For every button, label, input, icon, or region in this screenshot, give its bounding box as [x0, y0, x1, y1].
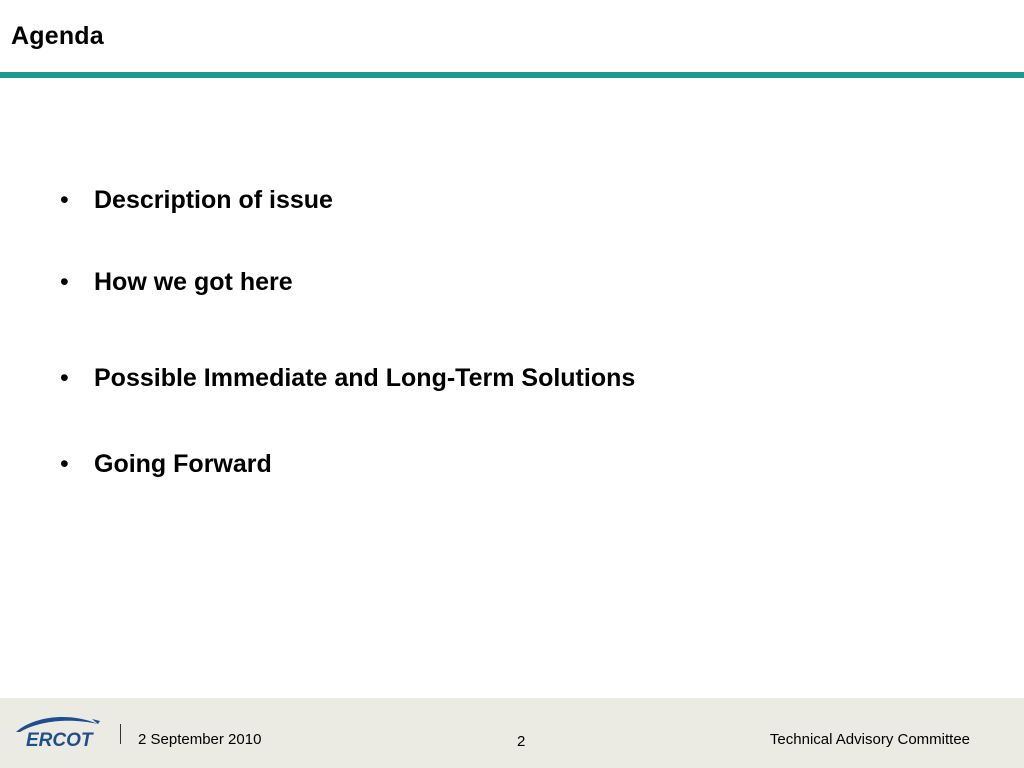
bullet-dot: •	[60, 364, 69, 392]
bullet-item-1	[60, 186, 333, 215]
footer-committee: Technical Advisory Committee	[769, 731, 970, 748]
bullet-dot: •	[60, 450, 69, 478]
bullet-text: Description of issue	[94, 186, 333, 214]
bullet-item-2	[60, 268, 293, 297]
ercot-logo	[12, 710, 102, 750]
bullet-item-4	[60, 450, 272, 479]
footer-date: 2 September 2010	[138, 731, 262, 748]
bullet-dot: •	[60, 268, 69, 296]
bullet-item-3	[60, 364, 635, 393]
bullet-text: How we got here	[94, 268, 293, 296]
bullet-text: Going Forward	[94, 450, 272, 478]
logo-separator	[120, 724, 121, 744]
bullet-dot: •	[60, 186, 69, 214]
page-number: 2	[517, 733, 526, 750]
bullet-text: Possible Immediate and Long-Term Solutions	[94, 364, 636, 392]
logo-text: ERCOT	[26, 730, 93, 750]
slide-footer	[0, 698, 1024, 768]
slide-title: Agenda	[11, 22, 104, 50]
